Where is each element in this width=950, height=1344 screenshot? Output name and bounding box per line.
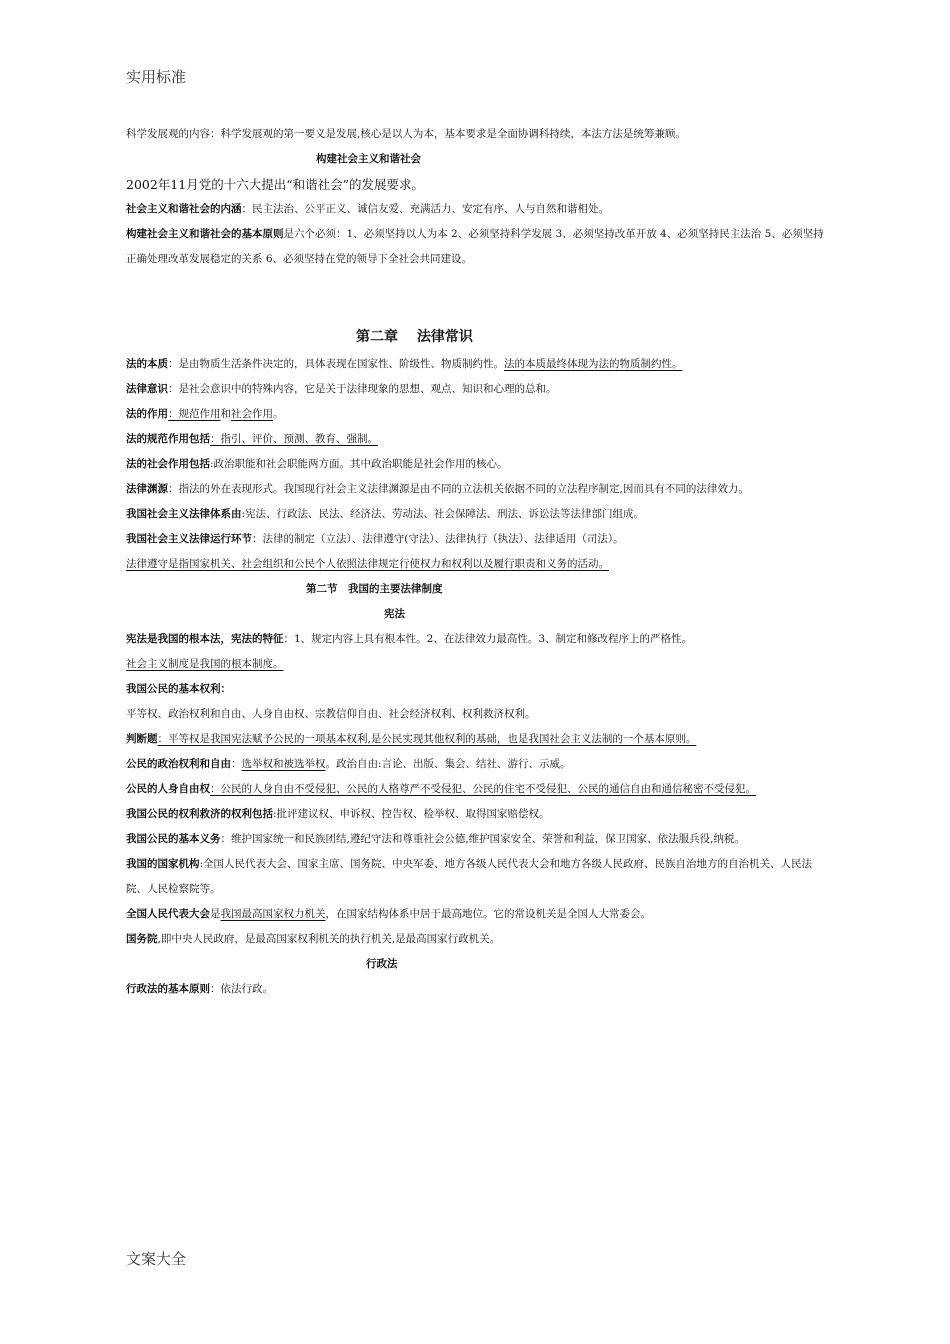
paragraph-basic-rights-label: 我国公民的基本权利： bbox=[126, 683, 231, 695]
page-header: 实用标准 bbox=[126, 68, 187, 86]
paragraph-legal-sources: 法律渊源：指法的外在表现形式。我国现行社会主义法律渊源是由不同的立法机关依据不同的立法程序制定,因而具有不同的法律效力。 bbox=[126, 483, 749, 495]
paragraph-fundamental-system: 社会主义制度是我国的根本制度。 bbox=[126, 658, 284, 670]
paragraph-2002: 2002年11月党的十六大提出“和谐社会”的发展要求。 bbox=[126, 177, 424, 192]
section-title-legal-systems: 第二节 我国的主要法律制度 bbox=[306, 583, 443, 595]
term-label: 构建社会主义和谐社会的基本原则 bbox=[126, 228, 284, 240]
page-footer: 文案大全 bbox=[126, 1250, 187, 1268]
paragraph-personal-freedom: 公民的人身自由权：公民的人身自由不受侵犯、公民的人格尊严不受侵犯、公民的住宅不受侵犯、公民的通信自由和通信秘密不受侵犯。 bbox=[126, 783, 756, 795]
document-body bbox=[126, 122, 826, 1002]
paragraph-admin-principle: 行政法的基本原则：依法行政。 bbox=[126, 983, 273, 995]
paragraph-constitution-features: 宪法是我国的根本法，宪法的特征：1、规定内容上具有根本性。2、在法律效力最高性。3、制定和修改程序上的严格性。 bbox=[126, 633, 693, 645]
paragraph-state-council: 国务院,即中央人民政府，是最高国家权利机关的执行机关,是最高国家行政机关。 bbox=[126, 933, 501, 945]
subsection-title-administrative-law: 行政法 bbox=[366, 958, 398, 970]
paragraph-basic-duties: 我国公民的基本义务：维护国家统一和民族团结,遵纪守法和尊重社会公德,维护国家安全、荣誉和利益，保卫国家、依法服兵役,纳税。 bbox=[126, 833, 746, 845]
paragraph-essence-of-law: 法的本质：是由物质生活条件决定的，具体表现在国家性、阶级性、物质制约性。法的本质最终体现为法的物质制约性。 bbox=[126, 358, 683, 370]
paragraph-state-organs: 我国的国家机构:全国人民代表大会、国家主席、国务院、中央军委、地方各级人民代表大会和地方各级人民政府、民族自治地方的自治机关、人民法院、人民检察院等。 bbox=[126, 858, 813, 895]
chapter-title: 第二章 法律常识 bbox=[356, 329, 473, 345]
subsection-title-constitution: 宪法 bbox=[384, 608, 405, 620]
paragraph-judgement: 判断题：平等权是我国宪法赋予公民的一项基本权利,是公民实现其他权利的基础，也是我国社会主义法制的一个基本原则。 bbox=[126, 733, 697, 745]
section-title-harmonious-society: 构建社会主义和谐社会 bbox=[316, 153, 421, 165]
paragraph-legal-consciousness: 法律意识：是社会意识中的特殊内容，它是关于法律现象的思想、观点、知识和心理的总和。 bbox=[126, 383, 557, 395]
term-label: 社会主义和谐社会的内涵 bbox=[126, 203, 242, 215]
paragraph-political-rights: 公民的政治权利和自由：选举权和被选举权。政治自由:言论、出版、集会、结社、游行、示威。 bbox=[126, 758, 571, 770]
paragraph-npc: 全国人民代表大会是我国最高国家权力机关，在国家结构体系中居于最高地位。它的常设机关是全国人大常委会。 bbox=[126, 908, 651, 920]
paragraph-connotation: 社会主义和谐社会的内涵：民主法治、公平正义、诚信友爱、充满活力、安定有序、人与自然和谐相处。 bbox=[126, 203, 609, 215]
paragraph-principles: 构建社会主义和谐社会的基本原则是六个必须：1、必须坚持以人为本 2、必须坚持科学发展 3、必须坚持改革开放 4、必须坚持民主法治 5、必须坚持正确处理改革发展稳定的关系 6、必须坚持在党的领导下全社会共同建设。 bbox=[126, 228, 824, 265]
paragraph-legal-system: 我国社会主义法律体系由:宪法、行政法、民法、经济法、劳动法、社会保障法、刑法、诉讼法等法律部门组成。 bbox=[126, 508, 645, 520]
paragraph-social-role: 法的社会作用包括:政治职能和社会职能两方面。其中政治职能是社会作用的核心。 bbox=[126, 458, 508, 470]
paragraph-legal-operation: 我国社会主义法律运行环节：法律的制定（立法）、法律遵守(守法）、法律执行（执法）、法律适用（司法）。 bbox=[126, 533, 624, 545]
paragraph-remedy-rights: 我国公民的权利救济的权利包括:批评建议权、申诉权、控告权、检举权、取得国家赔偿权。 bbox=[126, 808, 550, 820]
paragraph-scientific-outlook: 科学发展观的内容：科学发展观的第一要义是发展,核心是以人为本，基本要求是全面协调科持续，本法方法是统筹兼顾。 bbox=[126, 128, 686, 140]
paragraph-basic-rights: 平等权、政治权利和自由、人身自由权、宗教信仰自由、社会经济权利、权利救济权利。 bbox=[126, 708, 536, 720]
paragraph-role-of-law: 法的作用：规范作用和社会作用。 bbox=[126, 408, 284, 420]
paragraph-normative-role: 法的规范作用包括：指引、评价、预测、教育、强制。 bbox=[126, 433, 378, 445]
paragraph-law-observance: 法律遵守是指国家机关、社会组织和公民个人依照法律规定行使权力和权利以及履行职责和义务的活动。 bbox=[126, 558, 609, 570]
